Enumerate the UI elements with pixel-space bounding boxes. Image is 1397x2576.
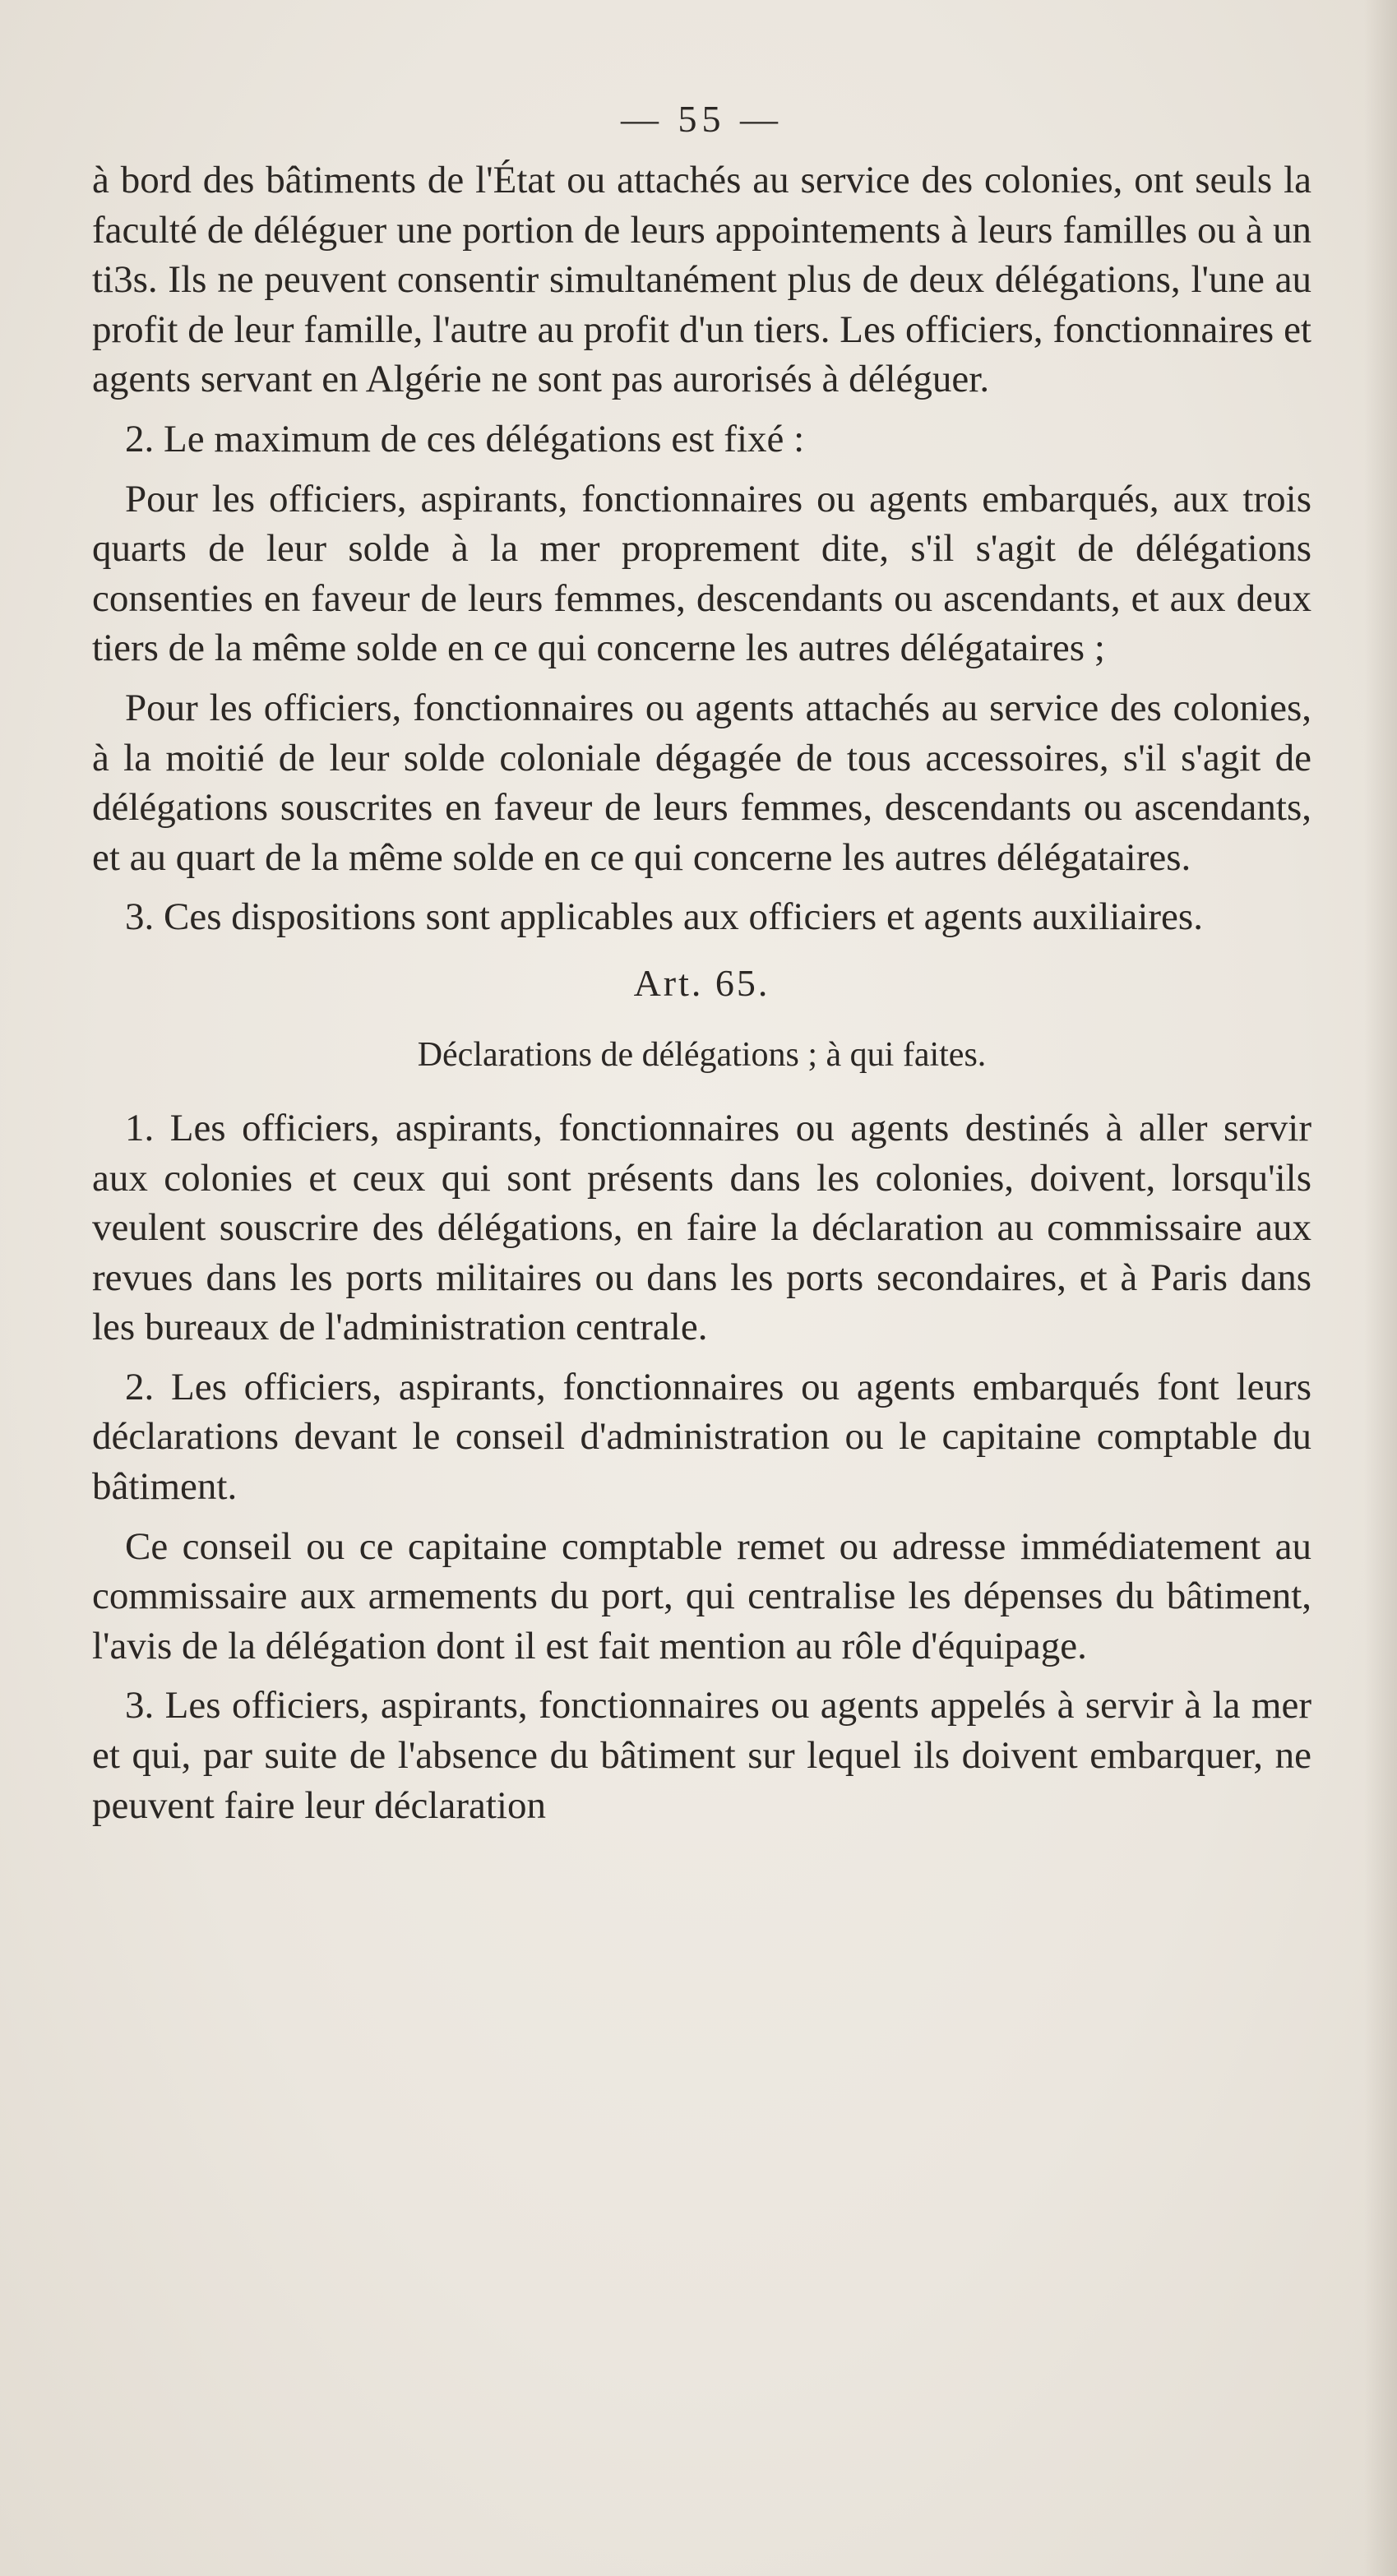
paragraph-sea-service: 3. Les officiers, aspirants, fonctionnaires ou agents appelés à servir à la mer et qui, par suite de l'absence du bâtiment sur lequel ils doivent embarquer, ne peuvent faire leur déclaration xyxy=(92,1684,1311,1827)
paragraph-maximum-heading: 2. Le maximum de ces délégations est fixé : xyxy=(125,417,805,460)
article-subtitle: Déclarations de délégations ; à qui faites. xyxy=(417,1035,987,1074)
body-text xyxy=(92,155,1311,1830)
paragraph-council-notice: Ce conseil ou ce capitaine comptable remet ou adresse immédiatement au commissaire aux armements du port, qui centralise les dépenses du bâtiment, l'avis de la délégation dont il est fait mention au rôle d'équipage. xyxy=(92,1524,1311,1667)
paragraph-colonial-officers: Pour les officiers, fonctionnaires ou agents attachés au service des colonies, à la moitié de leur solde coloniale dégagée de tous accessoires, s'il s'agit de délégations souscrites en faveur de leurs femmes, descendants ou ascendants, et au quart de la même solde en ce qui concerne les autres délégataires. xyxy=(92,686,1311,879)
paragraph-colonies-declarations: 1. Les officiers, aspirants, fonctionnaires ou agents destinés à aller servir aux colonies et ceux qui sont présents dans les colonies, doivent, lorsqu'ils veulent souscrire des délégations, en faire la déclaration au commissaire aux revues dans les ports militaires ou dans les ports secondaires, et à Paris dans les bureaux de l'administration centrale. xyxy=(92,1106,1311,1349)
paragraph-continuation: à bord des bâtiments de l'État ou attachés au service des colonies, ont seuls la faculté de déléguer une portion de leurs appointements à leurs familles ou à un ti3s. Ils ne peuvent consentir simultanément plus de deux délégations, l'une au profit de leur famille, l'autre au profit d'un tiers. Les officiers, fonctionnaires et agents servant en Algérie ne sont pas aurorisés à déléguer. xyxy=(92,159,1311,401)
paragraph-embarked-declarations: 2. Les officiers, aspirants, fonctionnaires ou agents embarqués font leurs déclarations devant le conseil d'administration ou le capitaine comptable du bâtiment. xyxy=(92,1365,1311,1509)
article-title: Art. 65. xyxy=(633,961,770,1004)
paragraph-embarked-officers: Pour les officiers, aspirants, fonctionnaires ou agents embarqués, aux trois quarts de leur solde à la mer proprement dite, s'il s'agit de délégations consenties en faveur de leurs femmes, descendants ou ascendants, et aux deux tiers de la même solde en ce qui concerne les autres délégataires ; xyxy=(92,477,1311,670)
page-number: — 55 — xyxy=(621,98,783,140)
paragraph-auxiliary-agents: 3. Ces dispositions sont applicables aux officiers et agents auxiliaires. xyxy=(125,895,1203,939)
